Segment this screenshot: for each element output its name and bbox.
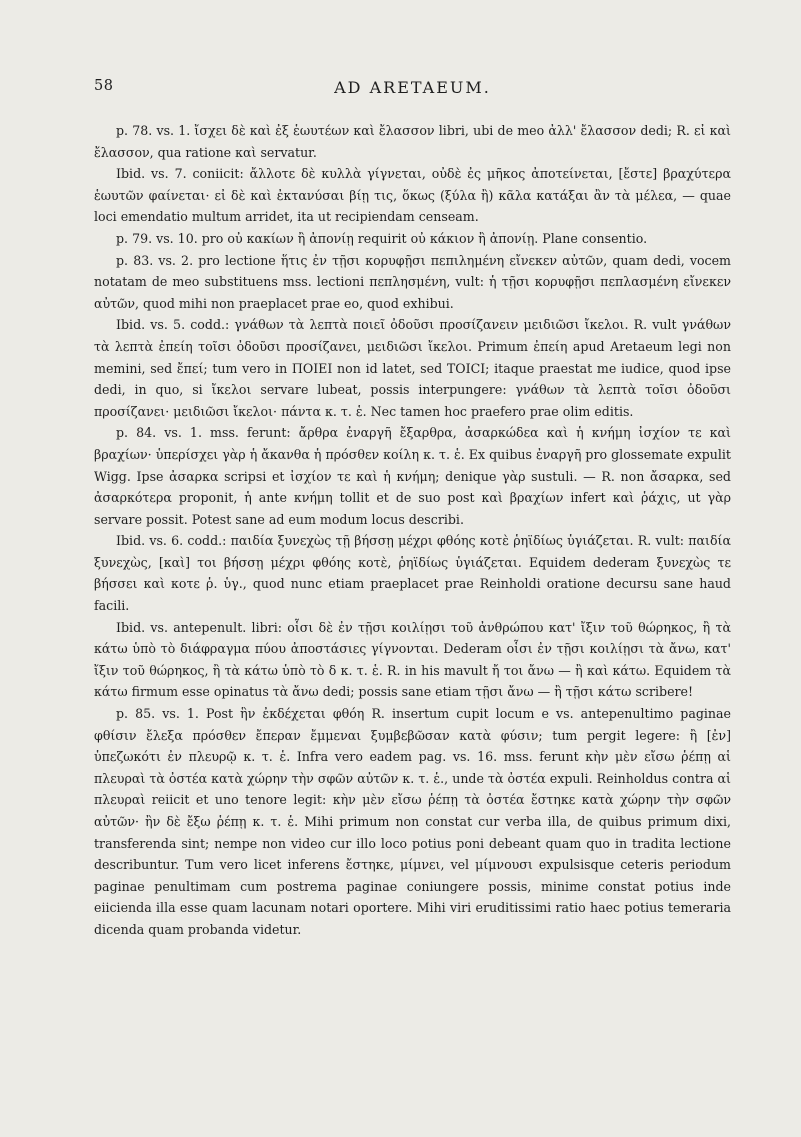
note-paragraph: p. 78. vs. 1. ἴσχει δὲ καὶ ἐξ ἑωυτέων καὶ ἔλασσον libri, ubi de meo ἀλλ' ἔλασσον dedi; R. εἰ καὶ ἔλασσον, qua ratione καὶ servatur. — [94, 123, 731, 160]
note-paragraph: Ibid. vs. 6. codd.: παιδία ξυνεχὼς τῇ βήσσῃ μέχρι φθόης κοτὲ ῥηϊδίως ὑγιάζεται. R. vult: παιδία ξυνεχὼς, [καὶ] τοι βήσσῃ μέχρι φθόης κοτὲ, ῥηϊδίως ὑγιάζεται. Equidem dederam ξυνεχὼς τε βήσσει καὶ κοτε ῥ. ὑγ., quod nunc etiam praeplacet prae Reinholdi oratione decursu sane haud facili. — [94, 533, 731, 614]
note-paragraph: p. 84. vs. 1. mss. ferunt: ἄρθρα ἐναργῆ ἔξαρθρα, ἀσαρκώδεα καὶ ἡ κνήμη ἰσχίον τε καὶ βραχίων· ὑπερίσχει γὰρ ἡ ἄκανθα ἡ πρόσθεν κοίλη κ. τ. ἑ. Ex quibus ἐναργῆ pro glossemate expulit Wigg. Ipse ἀσαρκα scripsi et ἰσχίον τε καὶ ἡ κνήμη; denique γὰρ sustuli. — R. non ἄσαρκα, sed ἀσαρκότερα proponit, ἡ ante κνήμη tollit et de suo post καὶ βραχίων infert καὶ ῥάχις, ut γὰρ servare possit. Potest sane ad eum modum locus describi. — [94, 425, 731, 527]
page-header — [94, 78, 731, 100]
note-paragraph: Ibid. vs. antepenult. libri: οἷσι δὲ ἐν τῇσι κοιλίῃσι τοῦ ἀνθρώπου κατ' ἴξιν τοῦ θώρηκος, ἢ τὰ κάτω ὑπὸ τὸ διάφραγμα πύου ἀποστάσιες γίγνονται. Dederam οἷσι ἐν τῇσι κοιλίῃσι τὰ ἄνω, κατ' ἴξιν τοῦ θώρηκος, ἢ τὰ κάτω ὑπὸ τὸ δ κ. τ. ἑ. R. in his mavult ἤ τοι ἄνω — ἢ καὶ κάτω. Equidem τὰ κάτω firmum esse opinatus τὰ ἄνω dedi; possis sane etiam τῇσι ἄνω — ἢ τῇσι κάτω scribere! — [94, 619, 731, 700]
note-paragraph: Ibid. vs. 7. coniicit: ἄλλοτε δὲ κυλλὰ γίγνεται, οὐδὲ ἐς μῆκος ἀποτείνεται, [ἔστε] βραχύτερα ἑωυτῶν φαίνεται· εἰ δὲ καὶ ἐκτανύσαι βίῃ τις, ὅκως (ξύλα ἢ) κᾶλα κατάξαι ἂν τὰ μέλεα, — quae loci emendatio multum arridet, ita ut recipiendam censeam. — [94, 166, 731, 225]
book-page — [0, 78, 801, 1137]
page-body — [94, 120, 731, 941]
note-paragraph: p. 85. vs. 1. Post ἣν ἐκδέχεται φθόη R. insertum cupit locum e vs. antepenultimo paginae φθίσιν ἔλεξα πρόσθεν ἔπεραν ἔμμεναι ξυμβεβῶσαν κατὰ φύσιν; tum pergit legere: ἢ [ἐν] ὑπεζωκότι ἐν πλευρῷ κ. τ. ἑ. Infra vero eadem pag. vs. 16. mss. ferunt κὴν μὲν εἴσω ῥέπῃ αἱ πλευραὶ τὰ ὀστέα κατὰ χώρην τὴν σφῶν αὐτῶν κ. τ. ἑ., unde τὰ ὀστέα expuli. Reinholdus contra αἱ πλευραὶ reiicit et uno tenore legit: κὴν μὲν εἴσω ῥέπῃ τὰ ὀστέα ἔστηκε κατὰ χώρην τὴν σφῶν αὐτῶν· ἢν δὲ ἔξω ῥέπῃ κ. τ. ἑ. Mihi primum non constat cur verba illa, de quibus primum dixi, transferenda sint; nempe non video cur illo loco potius poni debeant quam quo in tradita lectione describuntur. Tum vero licet inferens ἔστηκε, μίμνει, vel μίμνουσι expulsisque ceteris periodum paginae penultimam cum postrema paginae coniungere possis, minime constat potius inde eiicienda illa esse quam lacunam notari oportere. Mihi viri eruditissimi ratio haec potius temeraria dicenda quam probanda videtur. — [94, 706, 731, 937]
page-number: 58 — [94, 78, 114, 94]
note-paragraph: p. 83. vs. 2. pro lectione ἥτις ἐν τῇσι κορυφῇσι πεπιλημένη εἴνεκεν αὐτῶν, quam dedi, vocem notatam de meo substituens mss. lectioni πεπλησμένη, vult: ἡ τῇσι κορυφῇσι πεπλασμένη εἴνεκεν αὐτῶν, quod mihi non praeplacet prae eo, quod exhibui. — [94, 252, 731, 311]
note-paragraph: p. 79. vs. 10. pro οὐ κακίων ἢ ἀπονίῃ requirit οὐ κάκιον ἢ ἀπονίῃ. Plane consentio. — [116, 230, 648, 246]
note-paragraph: Ibid. vs. 5. codd.: γνάθων τὰ λεπτὰ ποιεῖ ὀδοῦσι προσίζανειν μειδιῶσι ἴκελοι. R. vult γνάθων τὰ λεπτὰ ἐπείη τοῖσι ὀδοῦσι προσίζανει, μειδιῶσι ἴκελοι. Primum ἐπείη apud Aretaeum legi non memini, sed ἔπεί; tum vero in ΠΟΙΕΙ non id latet, sed ΤΟΙCΙ; itaque praestat me iudice, quod ipse dedi, in quo, si ἴκελοι servare lubeat, possis interpungere: γνάθων τὰ λεπτὰ τοῖσι ὀδοῦσι προσίζανει· μειδιῶσι ἴκελοι· πάντα κ. τ. ἑ. Nec tamen hoc praefero prae olim editis. — [94, 317, 731, 419]
running-title: AD ARETAEUM. — [334, 78, 491, 97]
